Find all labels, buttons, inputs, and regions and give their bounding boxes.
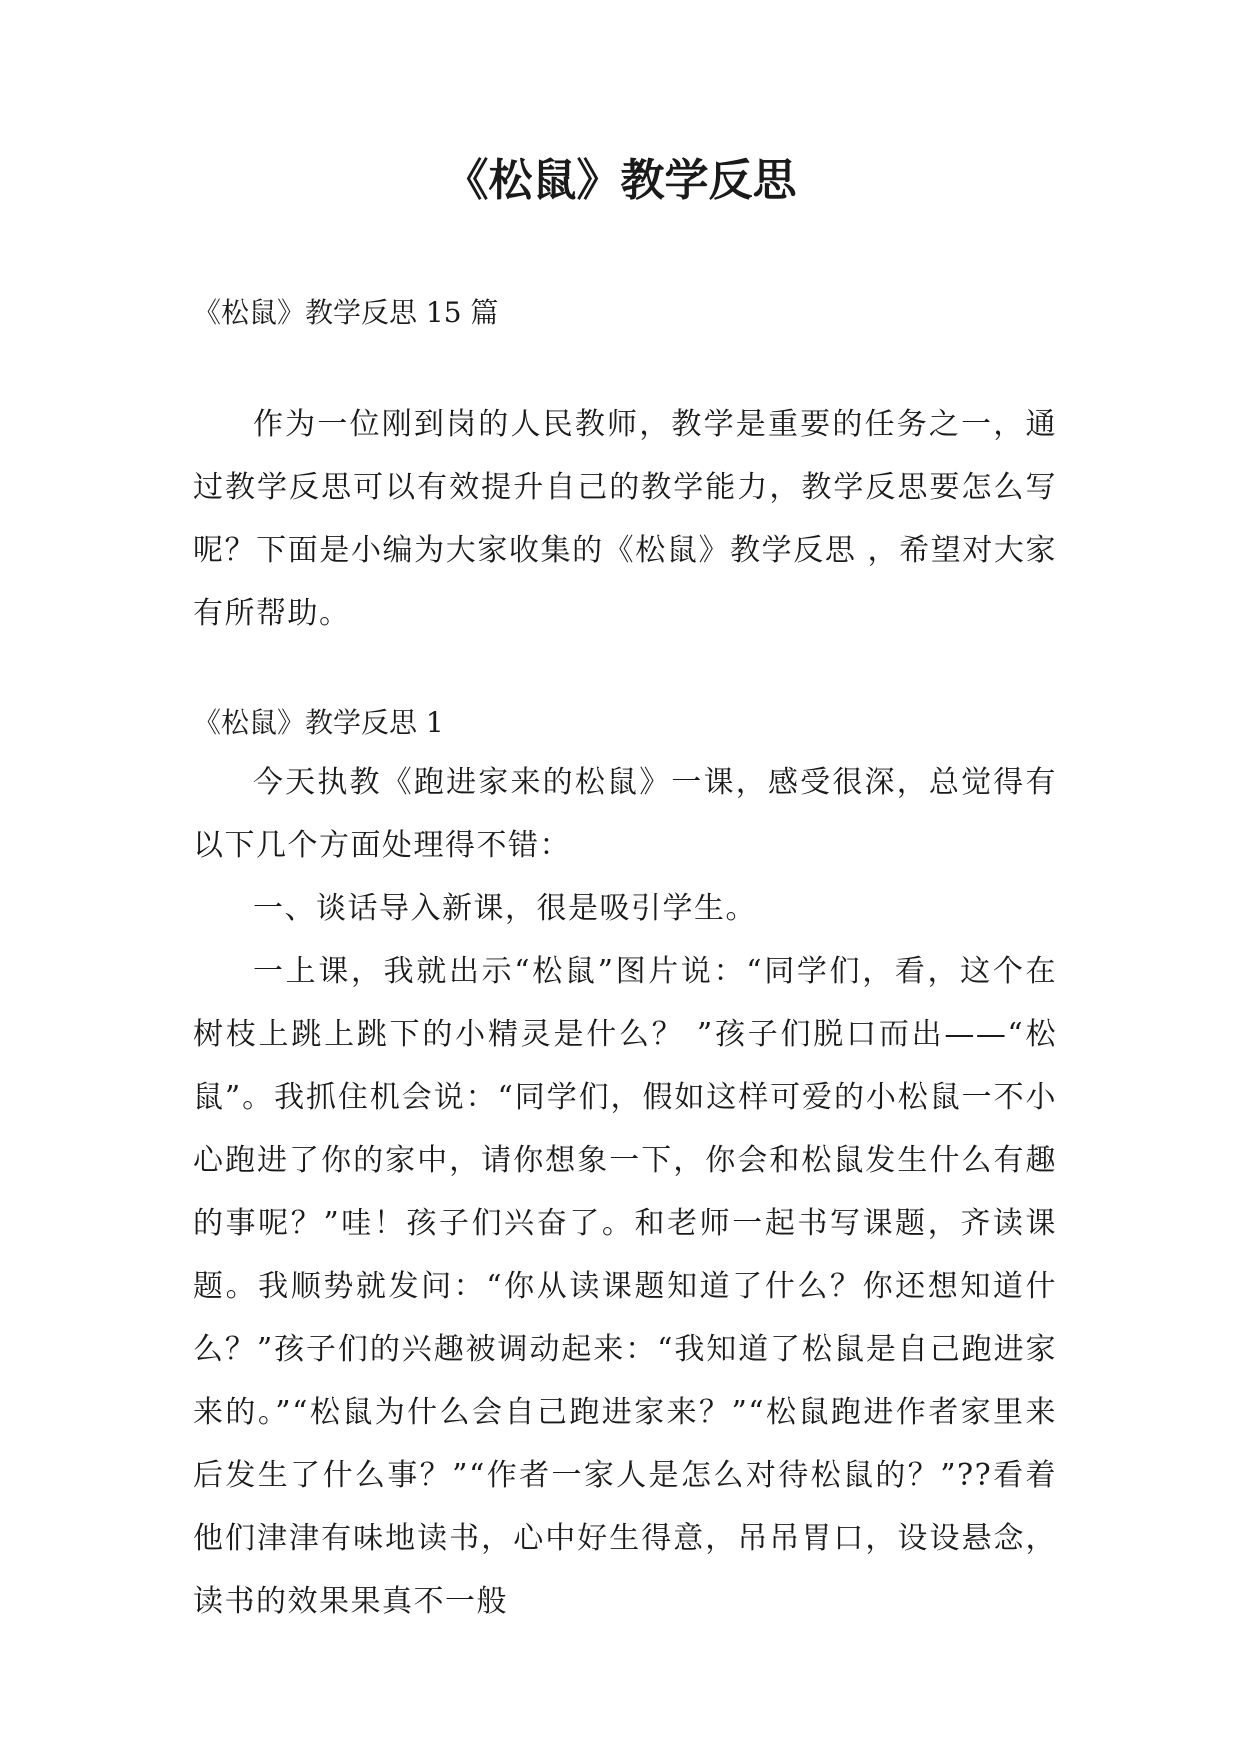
section-paragraph: 今天执教《跑进家来的松鼠》一课，感受很深，总觉得有以下几个方面处理得不错： [193,765,1057,863]
section-1 [193,695,1057,1633]
section-paragraph: 一、谈话导入新课，很是吸引学生。 [253,891,757,926]
document-title: 《松鼠》教学反思 [444,155,797,206]
document-body [193,290,1057,1633]
section-heading: 《松鼠》教学反思 1 [193,706,444,739]
section-paragraph: 一上课，我就出示“松鼠”图片说：“同学们，看，这个在树枝上跳上跳下的小精灵是什么？ ”孩子们脱口而出——“松鼠”。我抓住机会说：“同学们，假如这样可爱的小松鼠一不小心跑进了你的家中，请你想象一下，你会和松鼠发生什么有趣的事呢？”哇！孩子们兴奋了。和老师一起书写课题，齐读课题。我顺势就发问：“你从读课题知道了什么？你还想知道什么？”孩子们的兴趣被调动起来：“我知道了松鼠是自己跑进家来的。”“松鼠为什么会自己跑进家来？”“松鼠跑进作者家里来后发生了什么事？”“作者一家人是怎么对待松鼠的？”??看着他们津津有味地读书，心中好生得意，吊吊胃口，设设悬念，读书的效果果真不一般 [193,954,1057,1619]
document-subtitle: 《松鼠》教学反思 15 篇 [193,296,499,329]
intro-paragraph: 作为一位刚到岗的人民教师，教学是重要的任务之一，通过教学反思可以有效提升自己的教学能力，教学反思要怎么写呢？下面是小编为大家收集的《松鼠》教学反思 ，希望对大家有所帮助。 [193,407,1057,631]
